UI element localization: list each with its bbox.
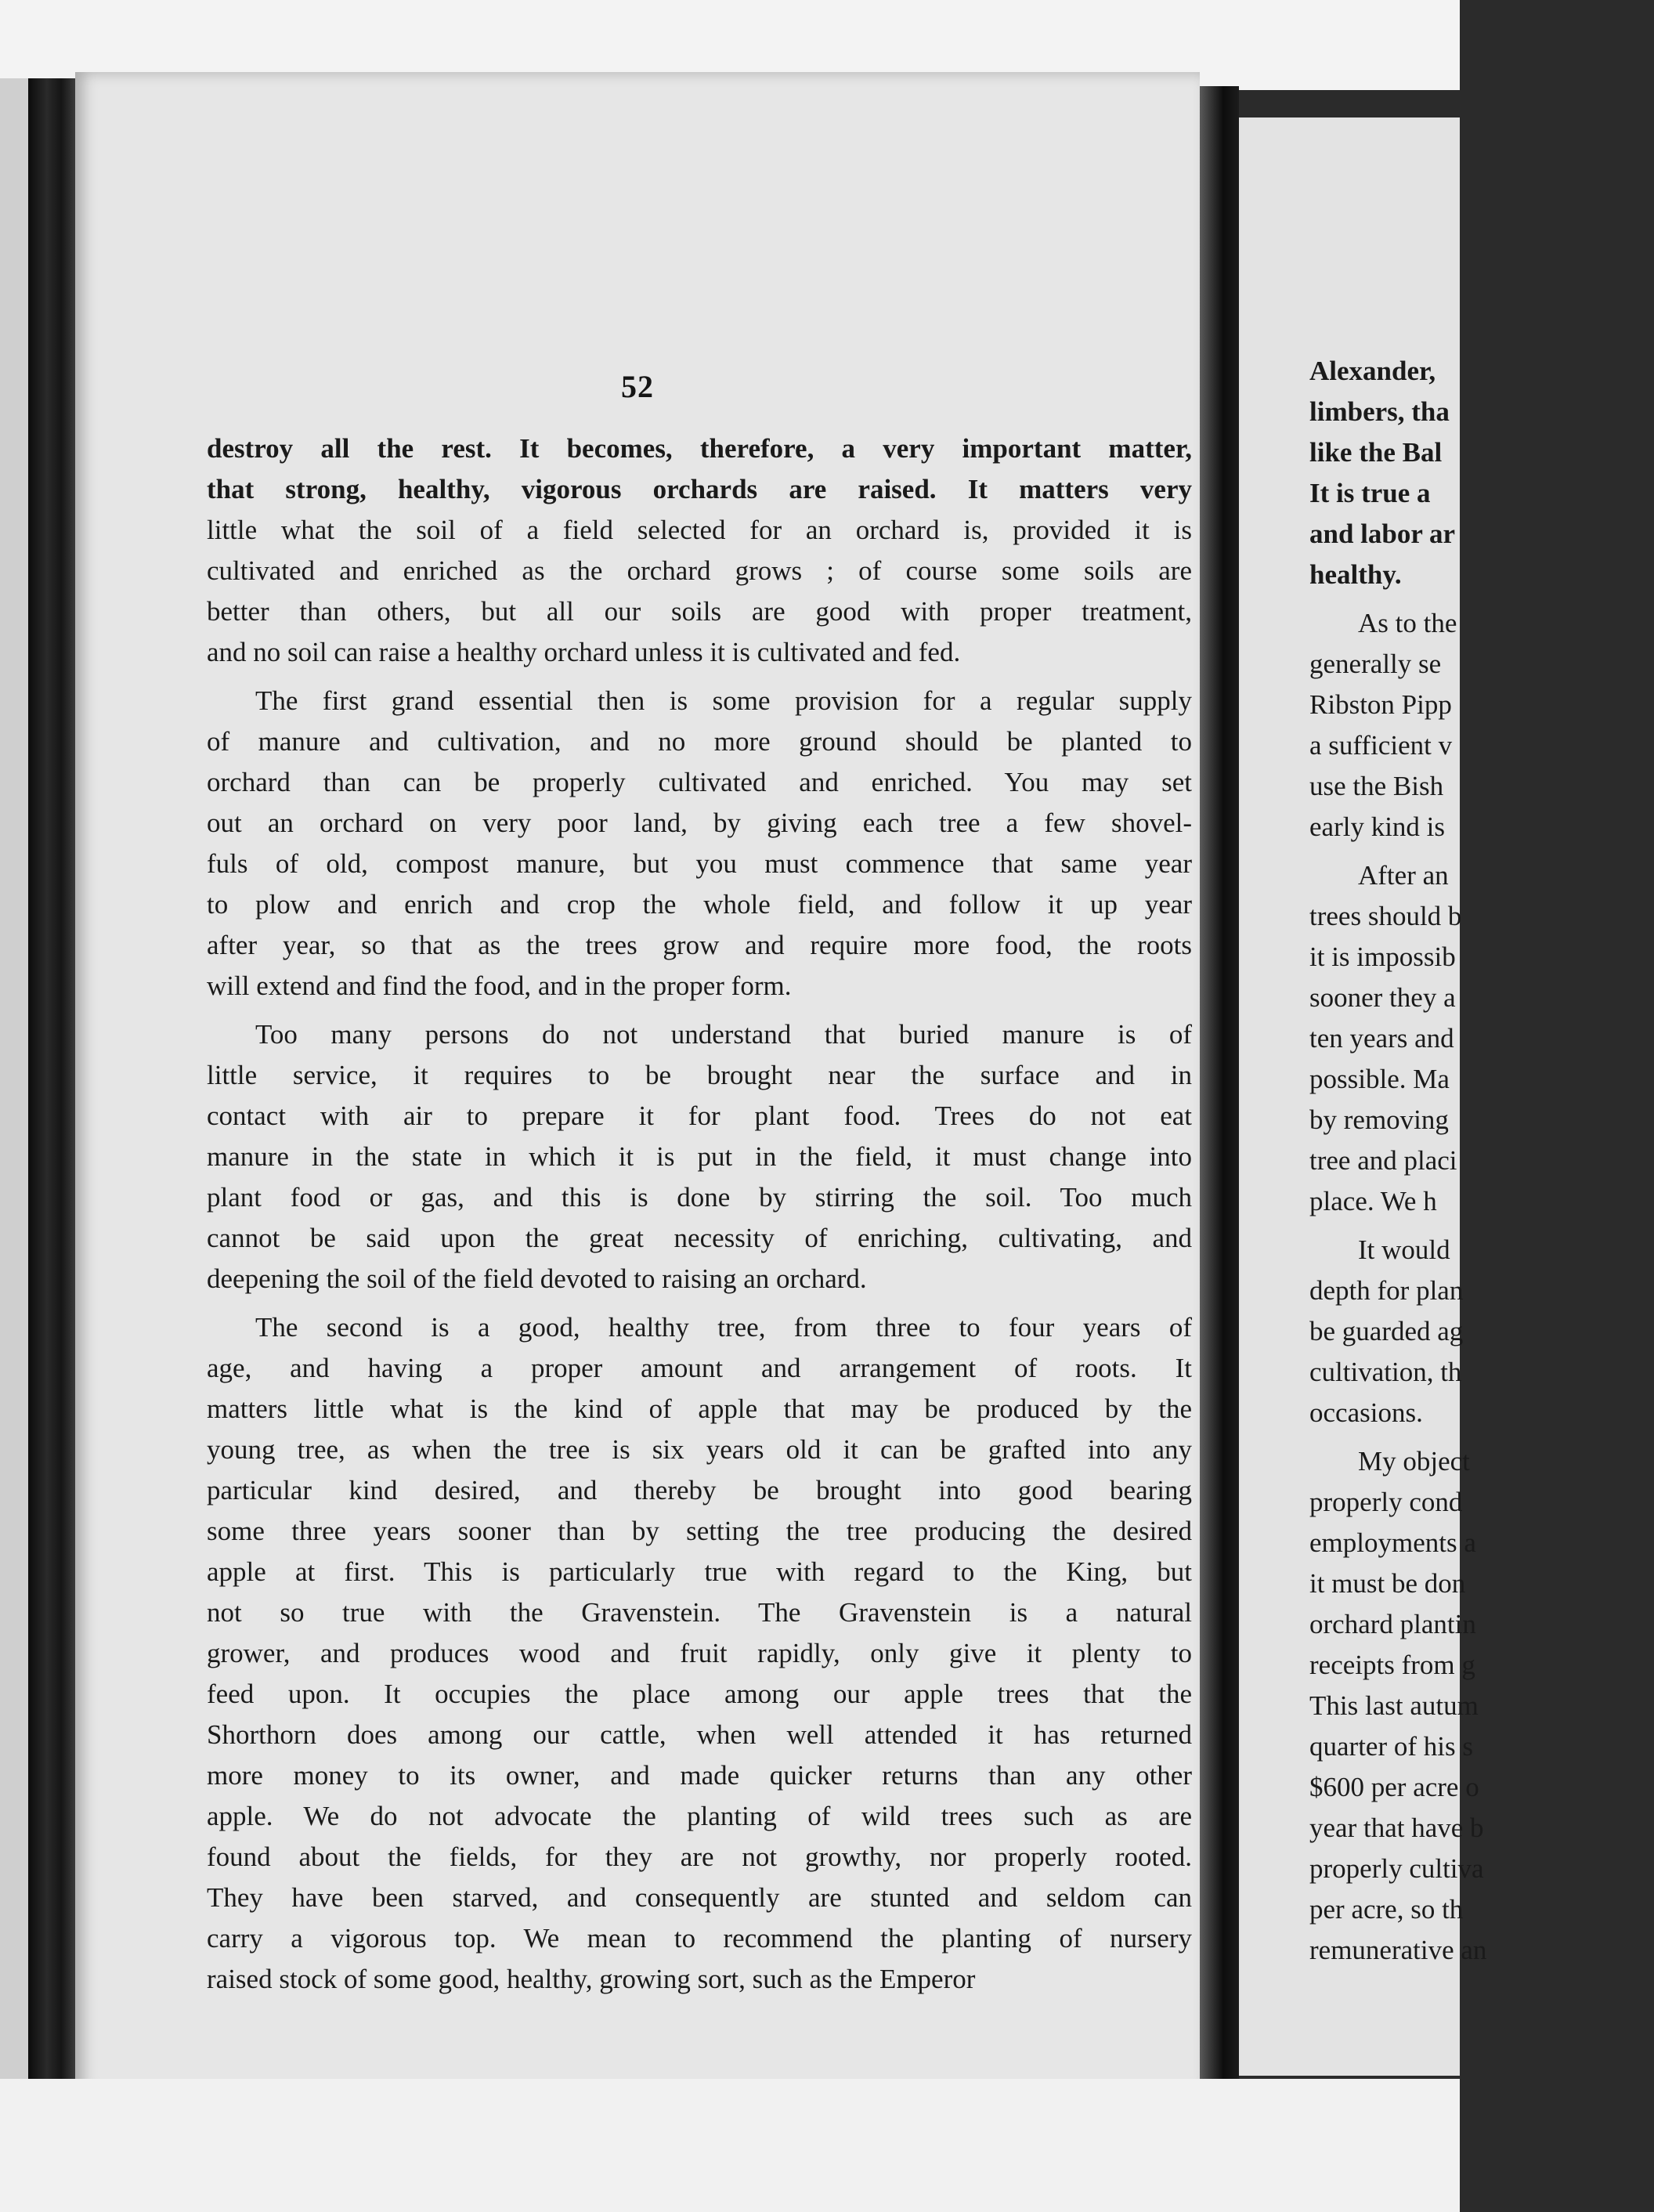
text-line: It is true a [1309, 478, 1431, 508]
text-line: cannot be said upon the great necessity of enriching, cultivating, and [207, 1223, 1192, 1253]
text-line: of manure and cultivation, and no more ground should be planted to [207, 726, 1192, 757]
text-line: generally se [1309, 649, 1442, 679]
text-line: year that have b [1309, 1813, 1484, 1843]
text-line: and labor ar [1309, 519, 1456, 549]
paragraph [207, 681, 1192, 1007]
text-line: occasions. [1309, 1397, 1423, 1428]
paragraph [1309, 603, 1654, 848]
text-line: $600 per acre o [1309, 1772, 1479, 1802]
paragraph [1309, 855, 1654, 1222]
text-line: place. We h [1309, 1186, 1437, 1216]
text-line: properly cultiva [1309, 1853, 1484, 1884]
text-line: found about the fields, for they are not growthy, nor properly rooted. [207, 1842, 1192, 1872]
text-line: Shorthorn does among our cattle, when well attended it has returned [207, 1719, 1192, 1750]
text-line: ten years and [1309, 1023, 1454, 1054]
text-line: not so true with the Gravenstein. The Gravenstein is a natural [207, 1597, 1192, 1628]
text-line: matters little what is the kind of apple that may be produced by the [207, 1393, 1192, 1424]
paragraph [1309, 351, 1654, 595]
text-line: particular kind desired, and thereby be brought into good bearing [207, 1475, 1192, 1505]
text-line: young tree, as when the tree is six years old it can be grafted into any [207, 1434, 1192, 1465]
left-page-text [207, 428, 1192, 2000]
paragraph-gap [1309, 1433, 1654, 1441]
text-line: limbers, tha [1309, 396, 1450, 427]
paragraph-gap [207, 1007, 1192, 1014]
text-line: age, and having a proper amount and arrangement of roots. It [207, 1353, 1192, 1383]
text-line: per acre, so th [1309, 1894, 1464, 1925]
text-line: feed upon. It occupies the place among our apple trees that the [207, 1679, 1192, 1709]
text-line: little service, it requires to be brought near the surface and in [207, 1060, 1192, 1090]
text-line: properly cond [1309, 1487, 1463, 1517]
text-line: contact with air to prepare it for plant food. Trees do not eat [207, 1101, 1192, 1131]
text-line: be guarded ag [1309, 1316, 1464, 1346]
text-line: After an [1358, 860, 1449, 891]
book-gutter [1200, 86, 1239, 2091]
text-line: This last autum [1309, 1690, 1479, 1721]
text-line: deepening the soil of the field devoted to raising an orchard. [207, 1263, 867, 1294]
page-number: 52 [621, 369, 654, 404]
paragraph [1309, 1441, 1654, 1971]
paragraph-gap [207, 673, 1192, 681]
scan-bottom-margin [0, 2079, 1460, 2212]
text-line: out an orchard on very poor land, by giving each tree a few shovel- [207, 808, 1192, 838]
text-line: depth for plan [1309, 1275, 1464, 1306]
text-line: The second is a good, healthy tree, from three to four years of [255, 1312, 1192, 1343]
text-line: more money to its owner, and made quicker returns than any other [207, 1760, 1192, 1791]
text-line: It would [1358, 1234, 1450, 1265]
left-page [75, 72, 1200, 2093]
text-line: like the Bal [1309, 437, 1443, 468]
text-line: They have been starved, and consequently are stunted and seldom can [207, 1882, 1192, 1913]
text-line: destroy all the rest. It becomes, therefore, a very important matter, [207, 433, 1192, 464]
text-line: tree and placi [1309, 1145, 1457, 1176]
paragraph [1309, 1230, 1654, 1433]
text-line: a sufficient v [1309, 730, 1453, 761]
paragraph [207, 1014, 1192, 1299]
paragraph-gap [1309, 1222, 1654, 1230]
text-line: some three years sooner than by setting the tree producing the desired [207, 1516, 1192, 1546]
text-line: As to the [1358, 608, 1457, 638]
text-line: will extend and find the food, and in the proper form. [207, 970, 792, 1001]
text-line: by removing [1309, 1104, 1449, 1135]
text-line: Alexander, [1309, 356, 1436, 386]
book-binding [28, 78, 75, 2099]
text-line: orchard plantin [1309, 1609, 1476, 1639]
text-line: and no soil can raise a healthy orchard unless it is cultivated and fed. [207, 637, 961, 667]
text-line: early kind is [1309, 811, 1446, 842]
text-line: it is impossib [1309, 942, 1456, 972]
paragraph-gap [207, 1299, 1192, 1307]
text-line: grower, and produces wood and fruit rapidly, only give it plenty to [207, 1638, 1192, 1668]
text-line: trees should b [1309, 901, 1462, 931]
text-line: apple at first. This is particularly true with regard to the King, but [207, 1556, 1192, 1587]
text-line: Too many persons do not understand that buried manure is of [255, 1019, 1192, 1050]
text-line: remunerative an [1309, 1935, 1487, 1965]
text-line: after year, so that as the trees grow and require more food, the roots [207, 930, 1192, 960]
text-line: raised stock of some good, healthy, growing sort, such as the Emperor [207, 1964, 976, 1994]
text-line: better than others, but all our soils are good with proper treatment, [207, 596, 1192, 627]
text-line: that strong, healthy, vigorous orchards are raised. It matters very [207, 474, 1192, 504]
text-line: Ribston Pipp [1309, 689, 1452, 720]
right-page-text [1309, 351, 1654, 1971]
text-line: quarter of his s [1309, 1731, 1473, 1762]
text-line: fuls of old, compost manure, but you must commence that same year [207, 848, 1192, 879]
page-edge-left [0, 78, 28, 2099]
text-line: carry a vigorous top. We mean to recommend the planting of nursery [207, 1923, 1192, 1954]
text-line: plant food or gas, and this is done by stirring the soil. Too much [207, 1182, 1192, 1213]
paragraph-gap [1309, 595, 1654, 603]
text-line: cultivated and enriched as the orchard grows ; of course some soils are [207, 555, 1192, 586]
text-line: to plow and enrich and crop the whole field, and follow it up year [207, 889, 1192, 920]
text-line: healthy. [1309, 559, 1402, 590]
text-line: sooner they a [1309, 982, 1456, 1013]
right-page [1239, 117, 1487, 2076]
text-line: possible. Ma [1309, 1064, 1450, 1094]
text-line: My object [1358, 1446, 1470, 1476]
text-line: The first grand essential then is some provision for a regular supply [255, 685, 1192, 716]
text-line: apple. We do not advocate the planting of wild trees such as are [207, 1801, 1192, 1831]
text-line: use the Bish [1309, 771, 1444, 801]
paragraph [207, 1307, 1192, 2000]
paragraph [207, 428, 1192, 673]
text-line: little what the soil of a field selected for an orchard is, provided it is [207, 515, 1192, 545]
text-line: orchard than can be properly cultivated and enriched. You may set [207, 767, 1192, 797]
paragraph-gap [1309, 848, 1654, 855]
text-line: manure in the state in which it is put in the field, it must change into [207, 1141, 1192, 1172]
text-line: employments a [1309, 1527, 1476, 1558]
text-line: it must be don [1309, 1568, 1466, 1599]
text-line: cultivation, th [1309, 1357, 1462, 1387]
text-line: receipts from g [1309, 1650, 1475, 1680]
